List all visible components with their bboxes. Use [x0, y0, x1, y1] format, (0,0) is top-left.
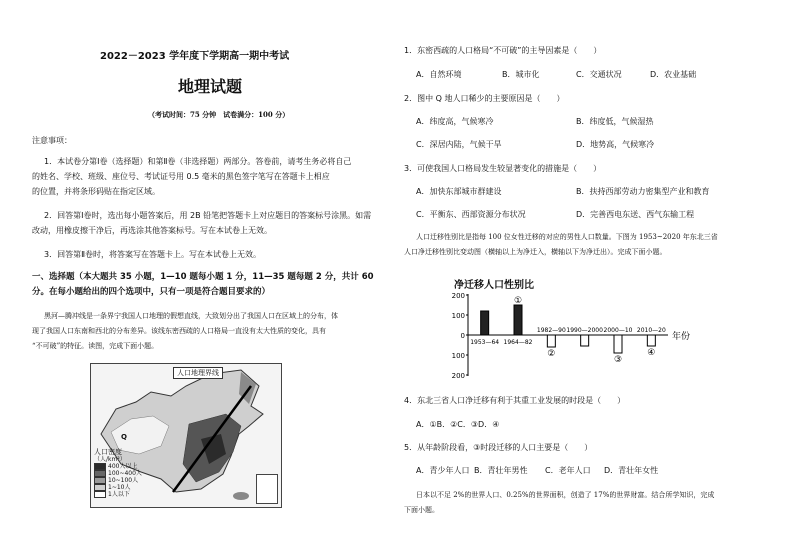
- note-1-line: 的姓名、学校、班级、座位号、考试证号用 0.5 毫米的黑色签字笔写在答题卡上相应: [32, 172, 330, 181]
- y-tick-label: 0: [460, 332, 465, 340]
- note-3: 3．回答第Ⅱ卷时，将答案写在答题卡上。写在本试卷上无效。: [44, 250, 262, 259]
- population-density-map: [90, 363, 282, 508]
- q5-option-c: C．老年人口: [545, 466, 591, 475]
- legend-swatch: [94, 477, 106, 484]
- q1-option-c: C．交通状况: [576, 70, 622, 79]
- legend-item: [94, 463, 142, 470]
- y-tick-label: 200: [451, 292, 465, 300]
- legend-swatch: [94, 491, 106, 498]
- chart-bar: [647, 335, 655, 346]
- passage2-line: 人口迁移性别比是指每 100 位女性迁移的对应的男性人口数量。下图为 1953~2020 年东北三省: [416, 233, 718, 241]
- legend-label: 400人以上: [108, 463, 138, 470]
- note-1-line: 1．本试卷分第Ⅰ卷（选择题）和第Ⅱ卷（非选择题）两部分。答卷前，请考生务必将自己: [44, 157, 352, 166]
- section-heading-line: 分。在每小题给出的四个选项中，只有一项是符合题目要求的）: [32, 287, 271, 297]
- map-title-label: 人口地理界线: [173, 367, 223, 379]
- x-tick-label: 1953—64: [470, 339, 500, 346]
- legend-item: [94, 477, 142, 484]
- subject-title: 地理试题: [178, 77, 243, 96]
- legend-label: 10~100人: [108, 477, 139, 484]
- q2-option-d: D．地势高，气候寒冷: [576, 140, 655, 149]
- q3-option-a: A．加快东部城市群建设: [416, 187, 502, 196]
- q5-option-d: D．青壮年女性: [604, 466, 659, 475]
- x-tick-label: 1990—2000: [566, 327, 603, 334]
- y-tick-label: 200: [451, 372, 465, 380]
- map-marker-q: Q: [121, 433, 127, 441]
- question-1: 1．东密西疏的人口格局“不可破”的主导因素是（ ）: [404, 46, 602, 55]
- q5-option-b: B．青壮年男性: [474, 466, 528, 475]
- chart-bar: [547, 335, 555, 347]
- passage-line: 现了我国人口东南和西北的分布差异。该线东密西疏的人口格局一直没有太大性质的变化，具有: [32, 327, 326, 335]
- migration-sex-ratio-chart: [446, 290, 706, 380]
- note-2-line: 改动，用橡皮擦干净后，再选涂其他答案标号。写在本试卷上无效。: [32, 226, 272, 235]
- question-2: 2．图中 Q 地人口稀少的主要原因是（ ）: [404, 94, 565, 103]
- passage-line: 黑河—腾冲线是一条界宁我国人口地理的假想直线，大致划分出了我国人口在区域上的分布，体: [44, 312, 338, 320]
- q3-option-d: D．完善西电东送、西气东输工程: [576, 210, 695, 219]
- chart-bar: [614, 335, 622, 353]
- y-tick-label: 100: [451, 312, 465, 320]
- q2-option-a: A．纬度高，气候寒冷: [416, 117, 494, 126]
- q2-option-c: C．深居内陆，气候干旱: [416, 140, 502, 149]
- x-tick-label: 1964—82: [503, 339, 533, 346]
- legend-label: 1人以下: [108, 491, 130, 498]
- x-axis-label: 年份: [672, 332, 691, 342]
- note-2-line: 2．回答第Ⅰ卷时，选出每小题答案后，用 2B 铅笔把答题卡上对应题目的答案标号涂黑。如需: [44, 211, 372, 220]
- legend-label: 1~10人: [108, 484, 131, 491]
- passage3-line: 下面小题。: [404, 506, 439, 514]
- legend-item: [94, 484, 142, 491]
- legend-item: [94, 491, 142, 498]
- q2-option-b: B．纬度低，气候湿热: [576, 117, 654, 126]
- chart-bar: [514, 305, 522, 335]
- y-tick-label: 100: [451, 352, 465, 360]
- bar-marker: ③: [613, 355, 623, 365]
- exam-info: （考试时间：75 分钟 试卷满分：100 分）: [148, 110, 290, 119]
- legend-swatch: [94, 463, 106, 470]
- map-legend: [94, 449, 142, 498]
- passage2-line: 人口净迁移性别比变动图（横轴以上为净迁入，横轴以下为净迁出）。完成下面小题。: [404, 248, 667, 256]
- legend-swatch: [94, 484, 106, 491]
- legend-label: 100~400人: [108, 470, 142, 477]
- legend-title: 人口密度: [94, 448, 122, 456]
- x-tick-label: 2010—20: [636, 327, 666, 334]
- bar-marker: ①: [513, 296, 523, 306]
- bar-marker: ②: [547, 349, 556, 359]
- question-5: 5．从年龄阶段看，③时段迁移的人口主要是（ ）: [404, 443, 593, 452]
- section-heading-line: 一、选择题（本大题共 35 小题，1—10 题每小题 1 分，11—35 题每题 2 分，共计 60: [32, 272, 374, 282]
- hainan-island: [233, 492, 249, 500]
- q1-option-a: A．自然环境: [416, 70, 462, 79]
- question-4: 4．东北三省人口净迁移有利于其重工业发展的时段是（ ）: [404, 396, 626, 405]
- notes-title: 注意事项：: [32, 136, 72, 145]
- south-sea-inset: [256, 474, 278, 504]
- q4-options: A．①B．②C．③D．④: [416, 420, 500, 429]
- note-1-line: 的位置，并将条形码贴在指定区域。: [32, 187, 160, 196]
- q1-option-d: D．农业基础: [650, 70, 697, 79]
- legend-unit: （人/km²）: [94, 456, 126, 463]
- x-tick-label: 1982—90: [536, 327, 566, 334]
- chart-title: 净迁移人口性别比: [454, 280, 534, 291]
- q3-option-c: C．平衡东、西部资源分布状况: [416, 210, 526, 219]
- chart-bar: [481, 311, 489, 335]
- passage3-line: 日本以不足 2%的世界人口、0.25%的世界面积，创造了 17%的世界财富。结合所学知识，完成: [416, 491, 715, 499]
- q1-option-b: B．城市化: [502, 70, 540, 79]
- x-tick-label: 2000—10: [603, 327, 633, 334]
- legend-item: [94, 470, 142, 477]
- q3-option-b: B．扶持西部劳动力密集型产业和教育: [576, 187, 710, 196]
- question-3: 3．可使我国人口格局发生较显著变化的措施是（ ）: [404, 164, 602, 173]
- exam-header: 2022－2023 学年度下学期高一期中考试: [100, 51, 290, 62]
- bar-marker: ④: [647, 348, 656, 358]
- legend-swatch: [94, 470, 106, 477]
- passage-line: “不可破”的特征。读图，完成下面小题。: [32, 342, 159, 350]
- chart-bar: [581, 335, 589, 346]
- q5-option-a: A．青少年人口: [416, 466, 470, 475]
